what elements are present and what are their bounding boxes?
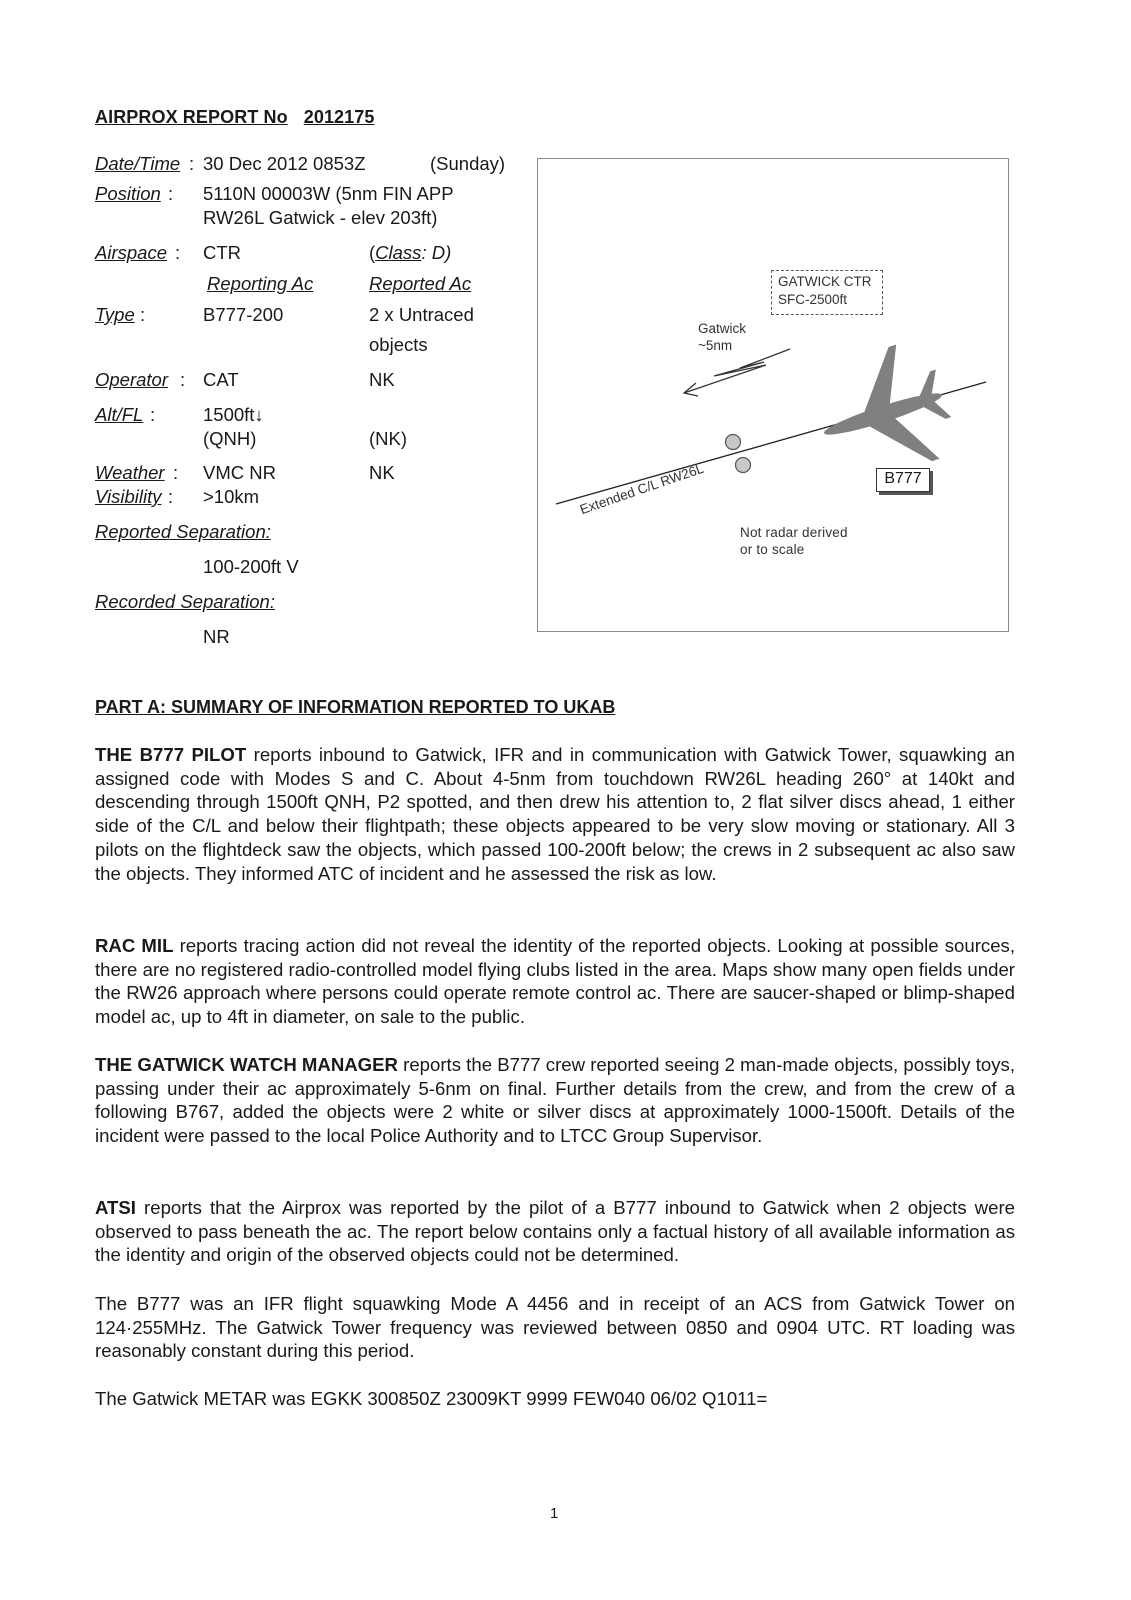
incident-diagram: [537, 158, 1009, 632]
reported-separation-label: Reported Separation:: [95, 521, 271, 542]
type-label: Type: [95, 304, 135, 325]
operator-reported: NK: [369, 369, 395, 390]
class-paren: (: [369, 242, 376, 263]
paragraph-lead: THE B777 PILOT: [95, 744, 247, 765]
part-a-heading: PART A: SUMMARY OF INFORMATION REPORTED TO UKAB: [95, 697, 616, 717]
ctr-line1: GATWICK CTR: [778, 274, 872, 289]
gatwick-distance-label: [698, 320, 746, 354]
position-label: Position: [95, 183, 161, 204]
note-line1: Not radar derived: [740, 525, 848, 540]
position-line1: 5110N 00003W (5nm FIN APP: [203, 183, 454, 204]
paragraph-metar: [95, 1387, 1015, 1411]
weather-reporting: VMC NR: [203, 462, 276, 483]
recorded-separation-value: NR: [203, 626, 230, 647]
gatwick-ctr-box: [771, 270, 883, 315]
reporting-ac-header: Reporting Ac: [207, 273, 314, 294]
paragraph-text: The Gatwick METAR was EGKK 300850Z 23009KT 9999 FEW040 06/02 Q1011=: [95, 1388, 768, 1409]
paragraph-text: reports the B777 crew reported seeing 2 man-made objects, possibly toys, passing under their ac approximately 5-6nm on final. Further details from the crew, and from the crew of a following B767, added the objects were 2 white or silver discs at approximately 1000-1500ft. Details of the incident were passed to the local Police Authority and to LTCC Group Supervisor.: [95, 1054, 1015, 1147]
scale-note: [740, 524, 848, 558]
alt-reporting: 1500ft↓: [203, 404, 264, 425]
colon: :: [173, 462, 179, 483]
position-line2: RW26L Gatwick - elev 203ft): [203, 207, 438, 228]
colon: :: [180, 369, 186, 390]
class-label: Class: [375, 242, 422, 263]
paragraph-lead: RAC MIL: [95, 935, 174, 956]
paragraph-watch-manager: [95, 1053, 1015, 1148]
paragraph-text: reports that the Airprox was reported by the pilot of a B777 inbound to Gatwick when 2 objects were observed to pass beneath the ac. The report below contains only a factual history of all available information as the identity and origin of the observed objects could not be determined.: [95, 1197, 1015, 1266]
alt-fl-label: Alt/FL: [95, 404, 144, 425]
aircraft-icon: [805, 335, 963, 490]
type-reported-line1: 2 x Untraced: [369, 304, 474, 325]
object-disc-icon: [726, 435, 741, 450]
report-title: [95, 107, 375, 128]
airspace-label: Airspace: [95, 242, 167, 263]
centreline-label: Extended C/L RW26L: [578, 460, 706, 518]
paragraph-rac-mil: [95, 934, 1015, 1029]
type-reporting: B777-200: [203, 304, 284, 325]
weather-reported: NK: [369, 462, 395, 483]
visibility-reporting: >10km: [203, 486, 260, 507]
ctr-line2: SFC-2500ft: [778, 292, 848, 307]
report-number: 2012175: [303, 107, 375, 127]
airspace-class: [369, 242, 451, 264]
operator-label: Operator: [95, 369, 169, 390]
visibility-label: Visibility: [95, 486, 162, 507]
colon: :: [150, 404, 156, 425]
paragraph-text: The B777 was an IFR flight squawking Mode A 4456 and in receipt of an ACS from Gatwick Tower on 124·255MHz. The Gatwick Tower frequency was reviewed between 0850 and 0904 UTC. RT loading was reasonably constant during this period.: [95, 1293, 1015, 1362]
paragraph-b777-ifr: [95, 1292, 1015, 1363]
paragraph-b777-pilot: [95, 743, 1015, 885]
paragraph-text: reports inbound to Gatwick, IFR and in communication with Gatwick Tower, squawking an assigned code with Modes S and C. About 4-5nm from touchdown RW26L heading 260° at 140kt and descending through 1500ft QNH, P2 spotted, and then drew his attention to, 2 flat silver discs ahead, 1 either side of the C/L and below their flightpath; these objects appeared to be very slow moving or stationary. All 3 pilots on the flightdeck saw the objects, which passed 100-200ft below; the crews in 2 subsequent ac also saw the objects. They informed ATC of incident and he assessed the risk as low.: [95, 744, 1016, 884]
operator-reporting: CAT: [203, 369, 239, 390]
gatwick-line2: ~5nm: [698, 338, 733, 353]
colon: :: [168, 183, 174, 204]
paragraph-lead: ATSI: [95, 1197, 136, 1218]
paragraph-text: reports tracing action did not reveal the identity of the reported objects. Looking at possible sources, there are no registered radio-controlled model flying clubs listed in the area. Maps show many open fields under the RW26 approach where persons could operate remote control ac. There are saucer-shaped or blimp-shaped model ac, up to 4ft in diameter, on sale to the public.: [95, 935, 1015, 1028]
colon: :: [140, 304, 146, 325]
colon: :: [189, 153, 195, 174]
weather-label: Weather: [95, 462, 165, 483]
date-time-label: Date/Time: [95, 153, 181, 174]
object-disc-icon: [736, 458, 751, 473]
day-value: (Sunday): [430, 153, 506, 174]
date-time-value: 30 Dec 2012 0853Z: [203, 153, 366, 174]
diagram-graphics: [538, 159, 1010, 633]
page-number: 1: [550, 1505, 559, 1522]
paragraph-lead: THE GATWICK WATCH MANAGER: [95, 1054, 398, 1075]
note-line2: or to scale: [740, 542, 805, 557]
airspace-value: CTR: [203, 242, 242, 263]
alt-reported: (NK): [369, 428, 408, 449]
gatwick-line1: Gatwick: [698, 321, 747, 336]
reported-ac-header: Reported Ac: [369, 273, 472, 294]
colon: :: [175, 242, 181, 263]
type-reported-line2: objects: [369, 334, 428, 355]
colon: :: [168, 486, 174, 507]
alt-reporting-qnh: (QNH): [203, 428, 257, 449]
paragraph-atsi: [95, 1196, 1015, 1267]
aircraft-tag: B777: [876, 468, 930, 492]
direction-break-line: [684, 349, 790, 393]
reported-separation-value: 100-200ft V: [203, 556, 299, 577]
report-title-label: AIRPROX REPORT No: [95, 107, 288, 127]
class-value: : D): [421, 242, 452, 263]
recorded-separation-label: Recorded Separation:: [95, 591, 275, 612]
